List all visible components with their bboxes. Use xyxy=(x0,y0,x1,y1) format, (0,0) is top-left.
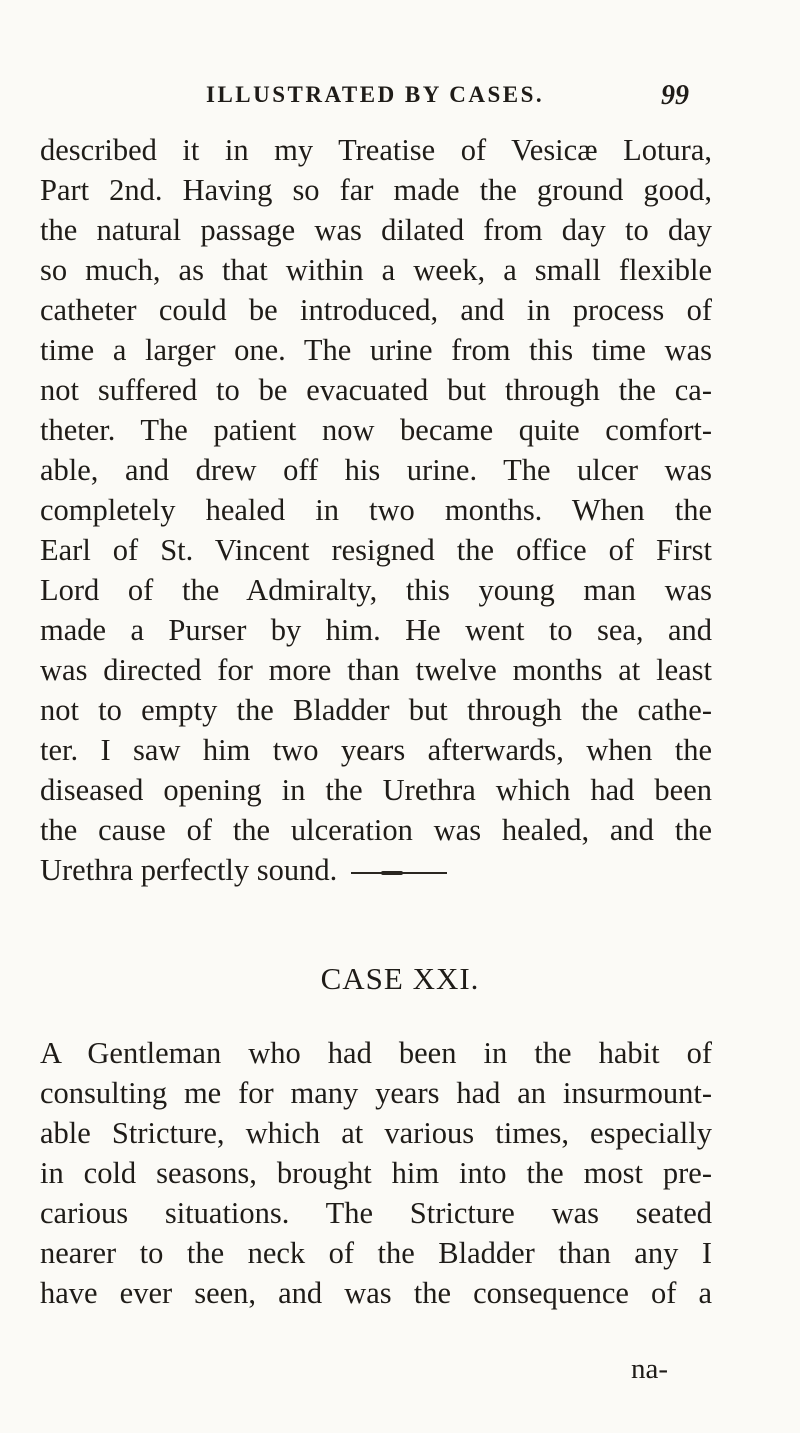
text-line: able Stricture, which at various times, especially xyxy=(40,1116,712,1150)
text-line: diseased opening in the Urethra which had been xyxy=(40,773,712,807)
text-line: in cold seasons, brought him into the most pre- xyxy=(40,1156,712,1190)
text-line: ter. I saw him two years afterwards, when the xyxy=(40,733,712,767)
page-number: 99 xyxy=(661,80,689,111)
text-line: time a larger one. The urine from this time was xyxy=(40,333,712,367)
text-line: carious situations. The Stricture was seated xyxy=(40,1196,712,1230)
text-line: Lord of the Admiralty, this young man was xyxy=(40,573,712,607)
section-divider xyxy=(351,872,447,874)
text-line: Urethra perfectly sound. xyxy=(40,853,338,887)
text-line: so much, as that within a week, a small flexible xyxy=(40,253,712,287)
text-line: completely healed in two months. When the xyxy=(40,493,712,527)
text-line: theter. The patient now became quite comfort- xyxy=(40,413,712,447)
paragraph-continued xyxy=(40,130,712,890)
text-line: was directed for more than twelve months at least xyxy=(40,653,712,687)
text-line: consulting me for many years had an insurmount- xyxy=(40,1076,712,1110)
text-line: the natural passage was dilated from day to day xyxy=(40,213,712,247)
text-line: described it in my Treatise of Vesicæ Lotura, xyxy=(40,133,712,167)
text-line: A Gentleman who had been in the habit of xyxy=(40,1036,712,1070)
text-line: made a Purser by him. He went to sea, and xyxy=(40,613,712,647)
text-line: not suffered to be evacuated but through the ca- xyxy=(40,373,712,407)
text-line: Earl of St. Vincent resigned the office of First xyxy=(40,533,712,567)
text-line: Part 2nd. Having so far made the ground good, xyxy=(40,173,712,207)
running-head xyxy=(0,82,800,116)
case-paragraph xyxy=(40,1033,712,1313)
running-title: ILLUSTRATED BY CASES. xyxy=(206,82,545,107)
text-line: the cause of the ulceration was healed, and the xyxy=(40,813,712,847)
text-line: able, and drew off his urine. The ulcer was xyxy=(40,453,712,487)
text-line: not to empty the Bladder but through the cathe- xyxy=(40,693,712,727)
text-line: have ever seen, and was the consequence of a xyxy=(40,1276,712,1310)
case-heading: CASE XXI. xyxy=(320,961,480,996)
catchword: na- xyxy=(631,1353,669,1385)
text-line: nearer to the neck of the Bladder than any I xyxy=(40,1236,712,1270)
text-line: catheter could be introduced, and in process of xyxy=(40,293,712,327)
